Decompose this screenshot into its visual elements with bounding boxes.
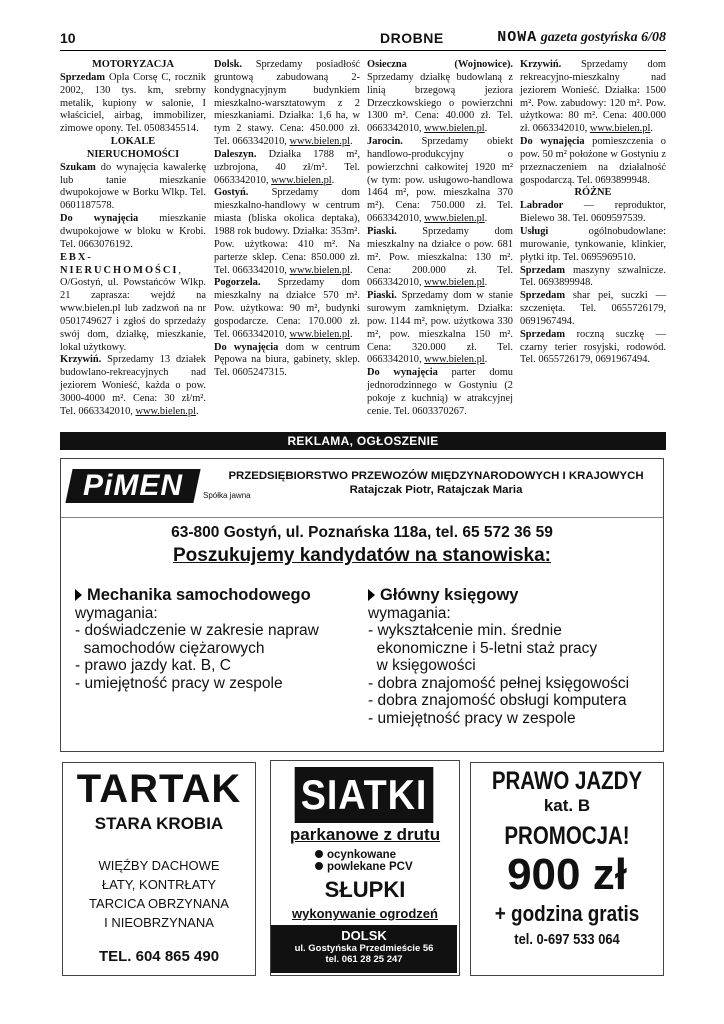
pimen-logo	[65, 469, 200, 503]
ad-lead: Gostyń.	[214, 187, 249, 199]
ad-website-link[interactable]: www.bielen.pl	[424, 354, 485, 366]
ad-lead: Sprzedam	[60, 71, 106, 83]
classified-ad	[367, 290, 513, 367]
classified-ad	[520, 290, 666, 329]
ad-text-end: .	[331, 174, 335, 186]
tartak-phone: TEL. 604 865 490	[98, 948, 220, 965]
category-heading: MOTORYZACJA	[92, 59, 174, 70]
classified-ad	[214, 277, 360, 341]
classified-ad	[60, 213, 206, 252]
job-requirement: - prawo jazdy kat. B, C	[75, 657, 231, 674]
ad-text: ogólnobudowlane: murowanie, tynkowanie, klinkier, płytki itp. Tel. 0695969510.	[520, 225, 666, 263]
classified-ad	[367, 367, 513, 418]
tartak-product: I NIEOBRZYNANA	[104, 915, 214, 930]
ad-lead: Piaski.	[367, 225, 397, 237]
ad-text: shar pei, suczki — szczenięta. Tel. 0655726179, 0691967494.	[520, 290, 666, 327]
ad-text: do wynajęcia kawalerkę lub tanie mieszkanie dwupokojowe w Borku Wlkp. Tel. 0601187578.	[60, 161, 206, 212]
page-number: 10	[60, 30, 76, 46]
brand-nowa: NOWA	[497, 29, 538, 46]
ad-text-end: .	[484, 123, 488, 135]
classified-ad	[367, 59, 513, 136]
ad-text-end: .	[349, 136, 353, 148]
pimen-heading: Poszukujemy kandydatów na stanowiska:	[173, 545, 551, 566]
ad-text-end: .	[349, 328, 353, 340]
prawo-phone: tel. 0-697 533 064	[514, 931, 620, 948]
classified-ad	[520, 329, 666, 368]
pimen-firm	[216, 469, 656, 497]
ad-text: Sprzedamy posiadłość gruntową zabudowaną 2-kondygnacyjnym budynkiem mieszkalno-warsztatowym z 2 mieszkaniami. Działka: 1,6 ha, w tym 2 stawy. Cena: 450.000 zł. Tel. 0663342010,	[214, 59, 360, 148]
classified-ad	[520, 59, 666, 136]
ad-lead: Piaski.	[367, 290, 397, 302]
job-mechanic	[75, 587, 319, 692]
pimen-firm-line1: PRZEDSIĘBIORSTWO PRZEWOZÓW MIĘDZYNARODOWYCH I KRAJOWYCH	[228, 470, 644, 482]
siatki-options	[315, 849, 413, 873]
category-heading: LOKALE	[110, 136, 156, 148]
ad-lead: Daleszyn.	[214, 148, 257, 160]
ad-lead: EBX-NIERUCHOMOŚCI	[60, 251, 179, 276]
newspaper-brand	[497, 29, 666, 46]
classified-ad	[520, 136, 666, 187]
ad-lead: Osieczna (Wojnowice).	[367, 59, 513, 70]
classifieds-column-3	[367, 59, 513, 419]
ad-text: Sprzedamy obiekt handlowo-produkcyjny o powierzchni całkowitej 1920 m² (w tym: pow. usługowo-handlowa 1464 m², pow. mieszkalna 370 m²). Cena: 750.000 zł. Tel. 0663342010,	[367, 136, 513, 225]
classified-ad	[520, 265, 666, 291]
classified-ad	[214, 149, 360, 188]
ad-text: mieszkanie dwupokojowe w bloku w Krobi. Tel. 0663076192.	[60, 213, 206, 250]
siatki-city: DOLSK	[341, 928, 387, 943]
ad-lead: Sprzedam	[520, 264, 566, 276]
classified-ad	[60, 72, 206, 136]
ad-text: dom w centrum Pępowa na biura, gabinety, sklep. Tel. 0605247315.	[214, 341, 360, 379]
ad-text: pomieszczenia o pow. 50 m² położone w Gostyniu z przeznaczeniem na działalność gospodarczą. Tel. 0693899948.	[520, 136, 666, 186]
ad-text: Sprzedamy dom mieszkalny na działce o pow. 681 m². Pow. mieszkalna: 130 m². Cena: 200.000 zł. Tel. 0663342010,	[367, 225, 513, 289]
tartak-product: WIĘŹBY DACHOWE	[98, 858, 220, 873]
job-requirement: - doświadczenie w zakresie napraw	[75, 622, 319, 639]
prawo-category: kat. B	[543, 796, 591, 815]
ad-website-link[interactable]: www.bielen.pl	[289, 328, 350, 340]
job-mechanic-req-label: wymagania:	[75, 604, 158, 622]
siatki-service: wykonywanie ogrodzeń	[292, 906, 438, 921]
pimen-advert	[60, 458, 664, 752]
brand-issue: gazeta gostyńska 6/08	[540, 30, 666, 45]
bullet-icon	[315, 850, 323, 858]
job-requirement: w księgowości	[368, 657, 476, 674]
ad-website-link[interactable]: www.bielen.pl	[424, 213, 485, 225]
ad-text-end: .	[349, 264, 353, 276]
ad-text: Sprzedamy dom mieszkalny na działce 570 m². Pow. użytkowa: 90 m², budynki gospodarcze. Cena: 170.000 zł. Tel. 0663342010,	[214, 277, 360, 340]
ad-text-end: .	[195, 405, 199, 417]
job-requirement: - umiejętność pracy w zespole	[75, 674, 283, 692]
job-requirement: - umiejętność pracy w zespole	[368, 709, 576, 727]
siatki-option: ocynkowane	[327, 849, 397, 861]
ad-text: Sprzedamy dom mieszkalno-handlowy w centrum miasta (bliska okolica deptaka), 1988 rok budowy. Działka: 353m². Pow. użytkowa: 410 m². Na parterze sklep. Cena: 850.000 zł. Tel. 0663342010,	[214, 187, 360, 276]
siatki-advert	[270, 760, 460, 976]
job-accountant-requirements	[368, 622, 629, 727]
prawo-price: 900 zł	[507, 850, 627, 899]
ad-text: Sprzedamy dom w stanie surowym zamkniętym. Działka: pow. 1144 m², pow. użytkowa 330 m², pow. mieszkalna 150 m². Cena: 320.000 zł. Tel. 0663342010,	[367, 290, 513, 366]
tartak-products	[63, 856, 255, 932]
job-requirement: ekonomiczne i 5-letni staż pracy	[368, 639, 598, 657]
job-accountant-title: Główny księgowy	[380, 586, 519, 604]
triangle-bullet-icon	[75, 589, 82, 601]
classified-ad	[214, 187, 360, 277]
ad-text: Sprzedamy dom rekreacyjno-mieszkalny nad jeziorem Wonieść. Działka: 1500 m². Pow. zabudowy: 120 m². Pow. użytkowa: 80 m². Cena: 400.000 zł. 0663342010,	[520, 59, 666, 135]
classified-ad	[520, 200, 666, 226]
ad-lead: Usługi	[520, 225, 549, 237]
ad-website-link[interactable]: www.bielen.pl	[424, 123, 485, 135]
ad-website-link[interactable]: www.bielen.pl	[424, 277, 485, 289]
prawo-title: PRAWO JAZDY	[491, 767, 643, 795]
ad-lead: Labrador	[520, 200, 564, 212]
ad-text: Działka 1788 m², uzbrojona, 40 zł/m². Tel. 0663342010,	[214, 148, 360, 186]
job-requirement: - wykształcenie min. średnie	[368, 622, 562, 639]
pimen-logo-sub: Spółka jawna	[203, 491, 251, 500]
job-requirement: samochodów ciężarowych	[75, 639, 265, 657]
ad-text-end: .	[650, 123, 653, 135]
siatki-street: ul. Gostyńska Przedmieście 56	[294, 943, 434, 954]
siatki-slupki: SŁUPKI	[324, 877, 406, 902]
classified-ad	[520, 226, 666, 265]
ad-website-link[interactable]: www.bielen.pl	[271, 174, 332, 186]
job-accountant	[368, 587, 629, 727]
prawo-bonus: + godzina gratis	[494, 901, 640, 926]
classified-ad	[367, 226, 513, 290]
ad-text: parter domu jednorodzinnego w Gostyniu (2 pokoje z kuchnią) w atrakcyjnej cenie. Tel. 0603370267.	[367, 367, 513, 417]
ad-lead: Jarocin.	[367, 136, 403, 148]
prawo-jazdy-advert	[470, 762, 664, 976]
bullet-icon	[315, 862, 323, 870]
ad-lead: Sprzedam	[520, 328, 566, 340]
ad-lead: Krzywiń.	[60, 354, 102, 366]
ad-text-end: .	[484, 277, 488, 289]
ad-lead: Szukam	[60, 161, 96, 173]
ad-text: — reproduktor, Bielewo 38. Tel. 0609597539.	[520, 200, 666, 225]
ad-lead: Pogorzela.	[214, 277, 261, 289]
job-mechanic-requirements	[75, 622, 319, 692]
siatki-title: SIATKI	[295, 767, 434, 823]
ad-website-link[interactable]: www.bielen.pl	[589, 123, 651, 135]
job-mechanic-title: Mechanika samochodowego	[87, 586, 311, 604]
ad-text: , O/Gostyń, ul. Powstańców Wlkp. 21 zaprasza: wejdź na www.bielen.pl lub zadzwoń na nr 0501749627 i zgłoś do sprzedaży swój dom, działkę, mieszkanie, lokal użytkowy.	[60, 264, 206, 353]
classified-ad	[60, 354, 206, 418]
tartak-advert	[62, 762, 256, 976]
prawo-promo: PROMOCJA!	[504, 822, 630, 850]
ad-text: maszyny szwalnicze. Tel. 0693899948.	[520, 264, 666, 289]
pimen-firm-line2: Ratajczak Piotr, Ratajczak Maria	[349, 484, 523, 496]
tartak-title: TARTAK	[76, 767, 242, 811]
ad-text: Sprzedamy 13 działek budowlano-rekreacyjnych nad jeziorem Wonieść, każda o pow. 3000-4000 m². Cena: 30 zł/m². Tel. 0663342010,	[60, 354, 206, 417]
ad-text: Opla Corsę C, rocznik 2002, 130 tys. km, srebrny metalik, kupiony w salonie, I właściciel, airbag, immobilizer, zimowe opony. Tel. 0508345514.	[60, 71, 206, 135]
reklama-banner: REKLAMA, OGŁOSZENIE	[60, 432, 666, 450]
classifieds-column-2	[214, 59, 360, 380]
ad-text-end: .	[484, 354, 488, 366]
pimen-logo-text: PiMEN	[82, 469, 183, 502]
classified-ad	[367, 136, 513, 226]
ad-lead: Do wynajęcia	[520, 136, 585, 148]
ad-lead: Dolsk.	[214, 59, 243, 70]
page-header	[60, 28, 666, 51]
job-requirement: - dobra znajomość pełnej księgowości	[368, 674, 630, 692]
ad-website-link[interactable]: www.bielen.pl	[289, 136, 350, 148]
job-requirement: - dobra znajomość obsługi komputera	[368, 692, 627, 709]
category-heading: RÓŻNE	[574, 187, 612, 199]
pimen-address: 63-800 Gostyń, ul. Poznańska 118a, tel. 65 572 36 59	[61, 517, 663, 542]
ad-lead: Do wynajęcia	[367, 367, 438, 379]
tartak-product: ŁATY, KONTRŁATY	[101, 877, 217, 892]
job-accountant-req-label: wymagania:	[368, 604, 451, 622]
triangle-bullet-icon	[368, 589, 375, 601]
classifieds-column-4	[520, 59, 666, 367]
ad-lead: Krzywiń.	[520, 59, 562, 70]
classified-ad	[60, 252, 206, 355]
ad-lead: Sprzedam	[520, 290, 566, 302]
section-title: DROBNE	[380, 30, 444, 46]
tartak-subtitle: STARA KROBIA	[94, 814, 224, 833]
classifieds-column-1	[60, 59, 206, 419]
classified-ad	[60, 162, 206, 213]
siatki-option: powlekane PCV	[327, 861, 413, 873]
classified-ad	[214, 342, 360, 381]
ad-text-end: .	[484, 213, 488, 225]
siatki-contact	[271, 925, 457, 973]
ad-website-link[interactable]: www.bielen.pl	[135, 405, 196, 417]
siatki-phone: tel. 061 28 25 247	[325, 954, 403, 965]
ad-lead: Do wynajęcia	[60, 213, 139, 225]
tartak-product: TARCICA OBRZYNANA	[89, 896, 229, 911]
siatki-subtitle: parkanowe z drutu	[289, 825, 441, 844]
ad-website-link[interactable]: www.bielen.pl	[289, 264, 350, 276]
category-heading: NIERUCHOMOŚCI	[86, 148, 180, 160]
ad-text: Sprzedamy działkę budowlaną z linią brzegową jeziora Drzeczkowskiego o powierzchni 1300 m². Cena: 40.000 zł. Tel. 0663342010,	[367, 71, 513, 135]
classified-ad	[214, 59, 360, 149]
ad-text: roczną suczkę — czarny terier rosyjski, rodowód. Tel. 0655726179, 0691967494.	[520, 328, 666, 366]
ad-lead: Do wynajęcia	[214, 341, 279, 353]
